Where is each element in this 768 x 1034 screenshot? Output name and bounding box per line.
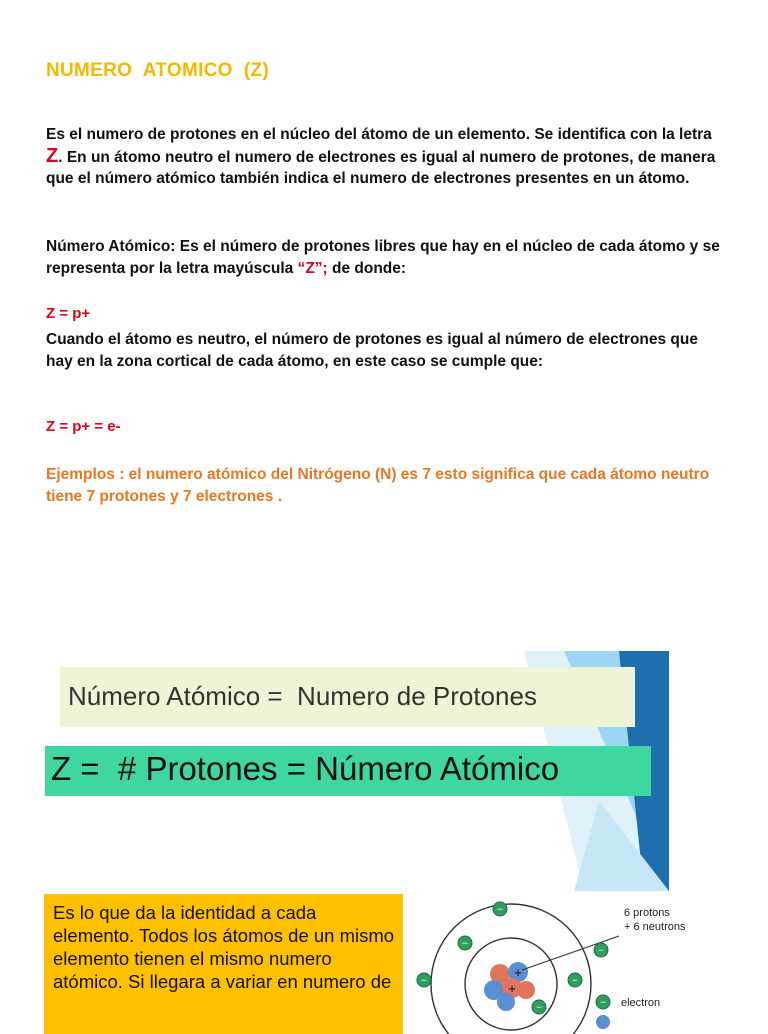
svg-text:−: − xyxy=(497,904,503,916)
neutral-atom-paragraph: Cuando el átomo es neutro, el número de protones es igual al número de electrones que hay en la zona cortical de cada átomo, en este caso se cumple que: xyxy=(46,331,698,370)
svg-text:−: − xyxy=(536,1002,542,1014)
svg-text:−: − xyxy=(598,945,604,957)
z-letter: Z xyxy=(46,144,59,167)
svg-text:−: − xyxy=(421,975,427,987)
nucleus xyxy=(484,962,535,1011)
atomic-number-banner: Número Atómico = Numero de Protones xyxy=(60,667,635,727)
identity-text-box: Es lo que da la identidad a cada elemento. Todos los átomos de un mismo elemento tienen el mismo numero atómico. Si llegara a variar en numero de xyxy=(44,894,403,1034)
definition-paragraph: Es el numero de protones en el núcleo del átomo de un elemento. Se identifica con la letra Z. En un átomo neutro el numero de electrones es igual al numero de protones, de manera que el número atómico también indica el numero de electrones presentes en un átomo. xyxy=(46,126,716,187)
svg-text:−: − xyxy=(462,938,468,950)
protons-label: 6 protons xyxy=(624,907,670,919)
atomic-number-paragraph: Número Atómico: Es el número de protones libres que hay en el núcleo de cada átomo y se representa por la letra mayúscula “Z”; de donde: xyxy=(46,238,720,277)
svg-text:−: − xyxy=(572,975,578,987)
neutron-icon xyxy=(596,1015,610,1029)
example-paragraph: Ejemplos : el numero atómico del Nitrógeno (N) es 7 esto significa que cada átomo neutro tiene 7 protones y 7 electrones . xyxy=(46,466,710,505)
equation-z-protons-electrons: Z = p+ = e- xyxy=(46,418,121,435)
slide-image xyxy=(44,651,686,1024)
neutrons-label: + 6 neutrons xyxy=(624,921,686,933)
atom-diagram xyxy=(414,896,686,1026)
svg-text:+: + xyxy=(514,965,522,980)
svg-text:+: + xyxy=(508,981,516,996)
page-title: NUMERO ATOMICO (Z) xyxy=(46,60,270,81)
equation-z-protons: Z = p+ xyxy=(46,305,91,322)
svg-text:−: − xyxy=(600,997,606,1009)
z-symbol: “Z”; xyxy=(297,259,328,277)
z-formula-banner: Z = # Protones = Número Atómico xyxy=(45,746,651,796)
electron-label: electron xyxy=(621,997,661,1009)
